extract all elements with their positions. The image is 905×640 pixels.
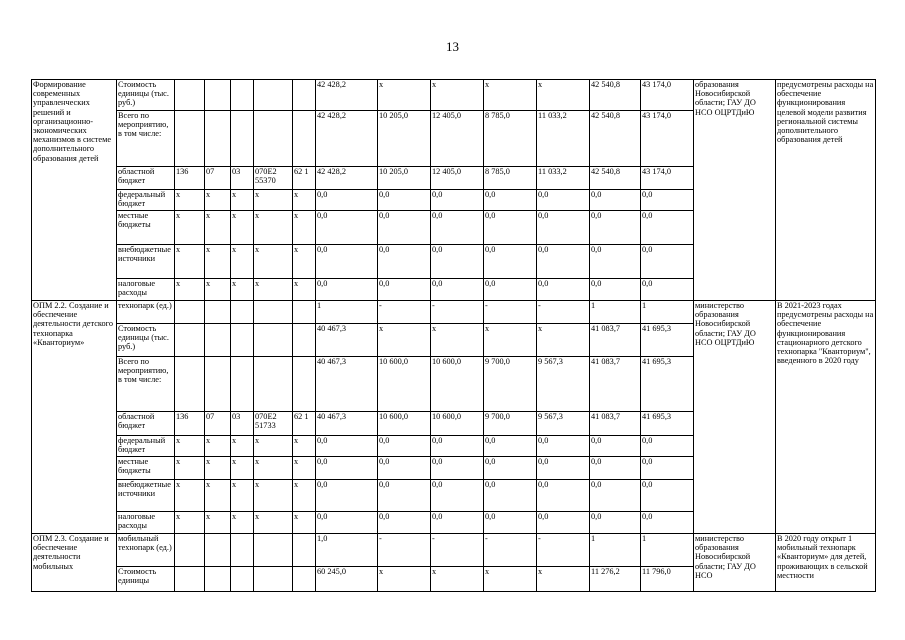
indicator-cell: внебюджетные источники <box>117 245 175 279</box>
code-cell: x <box>175 245 205 279</box>
section-name: ОПМ 2.2. Создание и обеспечение деятельности детского технопарка «Кванториум» <box>32 301 117 534</box>
code-cell: x <box>231 279 254 301</box>
indicator-cell: федеральный бюджет <box>117 190 175 211</box>
value-cell: x <box>484 567 537 592</box>
code-cell <box>231 567 254 592</box>
value-cell: - <box>484 301 537 324</box>
value-cell: 0,0 <box>590 190 641 211</box>
value-cell: 0,0 <box>431 211 484 245</box>
code-cell <box>293 80 316 111</box>
value-cell: 1,0 <box>316 534 378 567</box>
value-cell: 42 428,2 <box>316 111 378 167</box>
value-cell: 0,0 <box>537 190 590 211</box>
code-cell: 070E2 55370 <box>254 167 293 190</box>
value-cell: 0,0 <box>641 480 694 512</box>
value-cell: x <box>537 324 590 357</box>
value-cell: 0,0 <box>537 436 590 457</box>
value-cell: 9 567,3 <box>537 357 590 412</box>
code-cell: x <box>175 211 205 245</box>
value-cell: 1 <box>590 534 641 567</box>
code-cell <box>205 301 231 324</box>
code-cell <box>293 357 316 412</box>
code-cell: x <box>205 211 231 245</box>
value-cell: 40 467,3 <box>316 412 378 436</box>
value-cell: x <box>537 567 590 592</box>
code-cell: 136 <box>175 167 205 190</box>
code-cell: x <box>293 436 316 457</box>
value-cell: 0,0 <box>316 480 378 512</box>
code-cell: x <box>205 480 231 512</box>
value-cell: 10 600,0 <box>378 357 431 412</box>
executor-cell: образования Новосибирской области; ГАУ ДО НСО ОЦРТДиЮ <box>694 80 776 301</box>
value-cell: 0,0 <box>590 279 641 301</box>
value-cell: x <box>484 324 537 357</box>
code-cell: x <box>231 190 254 211</box>
indicator-cell: технопарк (ед.) <box>117 301 175 324</box>
code-cell <box>293 324 316 357</box>
value-cell: 1 <box>641 301 694 324</box>
value-cell: 10 600,0 <box>431 357 484 412</box>
indicator-cell: Всего по мероприятию, в том числе: <box>117 357 175 412</box>
code-cell: x <box>205 190 231 211</box>
table-row <box>32 534 876 567</box>
value-cell: 0,0 <box>316 436 378 457</box>
value-cell: 0,0 <box>431 480 484 512</box>
value-cell: 0,0 <box>537 279 590 301</box>
code-cell <box>231 111 254 167</box>
program-table <box>31 79 876 592</box>
code-cell: x <box>231 480 254 512</box>
value-cell: 0,0 <box>537 245 590 279</box>
executor-cell: министерство образования Новосибирской области; ГАУ ДО НСО <box>694 534 776 592</box>
value-cell: 60 245,0 <box>316 567 378 592</box>
value-cell: 0,0 <box>484 436 537 457</box>
value-cell: 0,0 <box>641 457 694 480</box>
code-cell <box>205 111 231 167</box>
value-cell: 1 <box>590 301 641 324</box>
code-cell: x <box>254 190 293 211</box>
code-cell: x <box>231 512 254 534</box>
value-cell: 0,0 <box>484 279 537 301</box>
value-cell: 41 083,7 <box>590 357 641 412</box>
code-cell: x <box>293 211 316 245</box>
code-cell: x <box>293 457 316 480</box>
code-cell: x <box>205 457 231 480</box>
value-cell: 0,0 <box>316 190 378 211</box>
code-cell: 03 <box>231 412 254 436</box>
value-cell: 8 785,0 <box>484 167 537 190</box>
code-cell: x <box>231 457 254 480</box>
value-cell: 12 405,0 <box>431 111 484 167</box>
value-cell: 0,0 <box>316 279 378 301</box>
note-cell: В 2021-2023 годах предусмотрены расходы на обеспечение функционирования стационарного детского технопарка "Кванториум", введенного в 2020 году <box>776 301 876 534</box>
code-cell: 62 1 <box>293 412 316 436</box>
value-cell: 9 567,3 <box>537 412 590 436</box>
value-cell: 42 428,2 <box>316 80 378 111</box>
code-cell <box>231 80 254 111</box>
value-cell: 0,0 <box>378 211 431 245</box>
code-cell: x <box>293 512 316 534</box>
code-cell: x <box>175 480 205 512</box>
value-cell: 0,0 <box>431 512 484 534</box>
value-cell: 0,0 <box>641 190 694 211</box>
value-cell: 9 700,0 <box>484 412 537 436</box>
value-cell: 10 600,0 <box>378 412 431 436</box>
code-cell <box>175 301 205 324</box>
code-cell <box>254 567 293 592</box>
indicator-cell: налоговые расходы <box>117 512 175 534</box>
value-cell: 0,0 <box>590 211 641 245</box>
indicator-cell: внебюджетные источники <box>117 480 175 512</box>
value-cell: x <box>431 324 484 357</box>
value-cell: 0,0 <box>590 245 641 279</box>
value-cell: 42 540,8 <box>590 167 641 190</box>
value-cell: 0,0 <box>590 436 641 457</box>
code-cell <box>254 324 293 357</box>
value-cell: 0,0 <box>378 480 431 512</box>
indicator-cell: местные бюджеты <box>117 211 175 245</box>
code-cell: x <box>293 190 316 211</box>
indicator-cell: местные бюджеты <box>117 457 175 480</box>
indicator-cell: Стоимость единицы <box>117 567 175 592</box>
indicator-cell: Стоимость единицы (тыс. руб.) <box>117 324 175 357</box>
indicator-cell: федеральный бюджет <box>117 436 175 457</box>
value-cell: 10 205,0 <box>378 167 431 190</box>
value-cell: 0,0 <box>484 211 537 245</box>
value-cell: x <box>484 80 537 111</box>
value-cell: 0,0 <box>590 512 641 534</box>
code-cell <box>254 111 293 167</box>
value-cell: 10 205,0 <box>378 111 431 167</box>
value-cell: - <box>484 534 537 567</box>
code-cell: x <box>254 245 293 279</box>
indicator-cell: областной бюджет <box>117 412 175 436</box>
code-cell <box>231 357 254 412</box>
value-cell: 42 540,8 <box>590 111 641 167</box>
value-cell: 41 695,3 <box>641 357 694 412</box>
value-cell: - <box>537 534 590 567</box>
value-cell: 0,0 <box>378 457 431 480</box>
code-cell: x <box>254 436 293 457</box>
value-cell: 0,0 <box>378 436 431 457</box>
table-row <box>32 301 876 324</box>
code-cell <box>293 111 316 167</box>
code-cell <box>231 324 254 357</box>
code-cell <box>175 111 205 167</box>
executor-cell: министерство образования Новосибирской области; ГАУ ДО НСО ОЦРТДиЮ <box>694 301 776 534</box>
value-cell: 0,0 <box>537 211 590 245</box>
value-cell: - <box>378 301 431 324</box>
note-cell: предусмотрены расходы на обеспечение функционирования целевой модели развития региональной системы дополнительного образования детей <box>776 80 876 301</box>
code-cell: x <box>205 512 231 534</box>
value-cell: 11 033,2 <box>537 167 590 190</box>
value-cell: x <box>537 80 590 111</box>
value-cell: 1 <box>641 534 694 567</box>
code-cell <box>254 301 293 324</box>
code-cell: 07 <box>205 412 231 436</box>
code-cell: 07 <box>205 167 231 190</box>
code-cell: x <box>175 279 205 301</box>
code-cell: x <box>254 512 293 534</box>
value-cell: 0,0 <box>378 279 431 301</box>
value-cell: 41 083,7 <box>590 324 641 357</box>
value-cell: 0,0 <box>641 279 694 301</box>
code-cell <box>254 357 293 412</box>
value-cell: 0,0 <box>431 457 484 480</box>
value-cell: 0,0 <box>431 190 484 211</box>
code-cell <box>205 357 231 412</box>
indicator-cell: мобильный технопарк (ед.) <box>117 534 175 567</box>
code-cell <box>254 534 293 567</box>
code-cell <box>205 80 231 111</box>
code-cell <box>293 534 316 567</box>
code-cell: x <box>293 279 316 301</box>
value-cell: 0,0 <box>484 457 537 480</box>
value-cell: 41 083,7 <box>590 412 641 436</box>
value-cell: 43 174,0 <box>641 111 694 167</box>
value-cell: 41 695,3 <box>641 324 694 357</box>
value-cell: 0,0 <box>537 457 590 480</box>
value-cell: 0,0 <box>378 512 431 534</box>
code-cell <box>175 534 205 567</box>
code-cell <box>175 324 205 357</box>
value-cell: 42 540,8 <box>590 80 641 111</box>
value-cell: - <box>431 301 484 324</box>
code-cell: x <box>254 211 293 245</box>
indicator-cell: налоговые расходы <box>117 279 175 301</box>
value-cell: 0,0 <box>641 512 694 534</box>
code-cell <box>175 357 205 412</box>
note-cell: В 2020 году открыт 1 мобильный технопарк «Кванториум» для детей, проживающих в сельской местности <box>776 534 876 592</box>
value-cell: x <box>431 567 484 592</box>
table-row <box>32 80 876 111</box>
value-cell: 1 <box>316 301 378 324</box>
code-cell: x <box>175 457 205 480</box>
page-number: 13 <box>446 39 459 54</box>
value-cell: 0,0 <box>484 245 537 279</box>
code-cell: x <box>254 457 293 480</box>
code-cell: x <box>231 245 254 279</box>
code-cell <box>254 80 293 111</box>
value-cell: 8 785,0 <box>484 111 537 167</box>
code-cell: 136 <box>175 412 205 436</box>
indicator-cell: Стоимость единицы (тыс. руб.) <box>117 80 175 111</box>
code-cell: x <box>205 436 231 457</box>
value-cell: 0,0 <box>484 512 537 534</box>
indicator-cell: областной бюджет <box>117 167 175 190</box>
value-cell: 0,0 <box>316 245 378 279</box>
value-cell: 0,0 <box>484 480 537 512</box>
value-cell: 0,0 <box>378 190 431 211</box>
code-cell: x <box>293 480 316 512</box>
code-cell: x <box>231 436 254 457</box>
code-cell <box>205 324 231 357</box>
value-cell: x <box>378 80 431 111</box>
value-cell: 11 033,2 <box>537 111 590 167</box>
code-cell: x <box>205 245 231 279</box>
code-cell <box>175 80 205 111</box>
value-cell: 0,0 <box>590 480 641 512</box>
value-cell: - <box>378 534 431 567</box>
code-cell: 070E2 51733 <box>254 412 293 436</box>
value-cell: 0,0 <box>484 190 537 211</box>
code-cell: x <box>254 279 293 301</box>
value-cell: 9 700,0 <box>484 357 537 412</box>
value-cell: 0,0 <box>641 211 694 245</box>
value-cell: 0,0 <box>641 245 694 279</box>
value-cell: 43 174,0 <box>641 167 694 190</box>
value-cell: 0,0 <box>641 436 694 457</box>
value-cell: x <box>431 80 484 111</box>
value-cell: 10 600,0 <box>431 412 484 436</box>
code-cell: x <box>175 512 205 534</box>
code-cell <box>231 534 254 567</box>
code-cell: x <box>254 480 293 512</box>
value-cell: 0,0 <box>378 245 431 279</box>
value-cell: 0,0 <box>537 512 590 534</box>
value-cell: x <box>378 324 431 357</box>
code-cell: 03 <box>231 167 254 190</box>
value-cell: 0,0 <box>316 211 378 245</box>
value-cell: 43 174,0 <box>641 80 694 111</box>
indicator-cell: Всего по мероприятию, в том числе: <box>117 111 175 167</box>
value-cell: 0,0 <box>431 245 484 279</box>
value-cell: 0,0 <box>590 457 641 480</box>
section-name: Формирование современных управленческих решений и организационно-экономических механизмов в системе дополнительного образования детей <box>32 80 117 301</box>
value-cell: 0,0 <box>431 279 484 301</box>
code-cell: x <box>175 436 205 457</box>
value-cell: 42 428,2 <box>316 167 378 190</box>
value-cell: - <box>431 534 484 567</box>
code-cell <box>293 301 316 324</box>
table-body <box>32 80 876 592</box>
value-cell: 11 796,0 <box>641 567 694 592</box>
value-cell: 40 467,3 <box>316 324 378 357</box>
value-cell: 0,0 <box>316 457 378 480</box>
code-cell: x <box>293 245 316 279</box>
value-cell: 0,0 <box>316 512 378 534</box>
code-cell <box>175 567 205 592</box>
value-cell: 11 276,2 <box>590 567 641 592</box>
value-cell: 41 695,3 <box>641 412 694 436</box>
section-name: ОПМ 2.3. Создание и обеспечение деятельности мобильных <box>32 534 117 592</box>
code-cell: x <box>205 279 231 301</box>
value-cell: - <box>537 301 590 324</box>
value-cell: 0,0 <box>431 436 484 457</box>
code-cell <box>205 534 231 567</box>
value-cell: 40 467,3 <box>316 357 378 412</box>
code-cell <box>231 301 254 324</box>
code-cell: 62 1 <box>293 167 316 190</box>
code-cell <box>205 567 231 592</box>
code-cell: x <box>175 190 205 211</box>
code-cell: x <box>231 211 254 245</box>
code-cell <box>293 567 316 592</box>
value-cell: 0,0 <box>537 480 590 512</box>
value-cell: x <box>378 567 431 592</box>
value-cell: 12 405,0 <box>431 167 484 190</box>
